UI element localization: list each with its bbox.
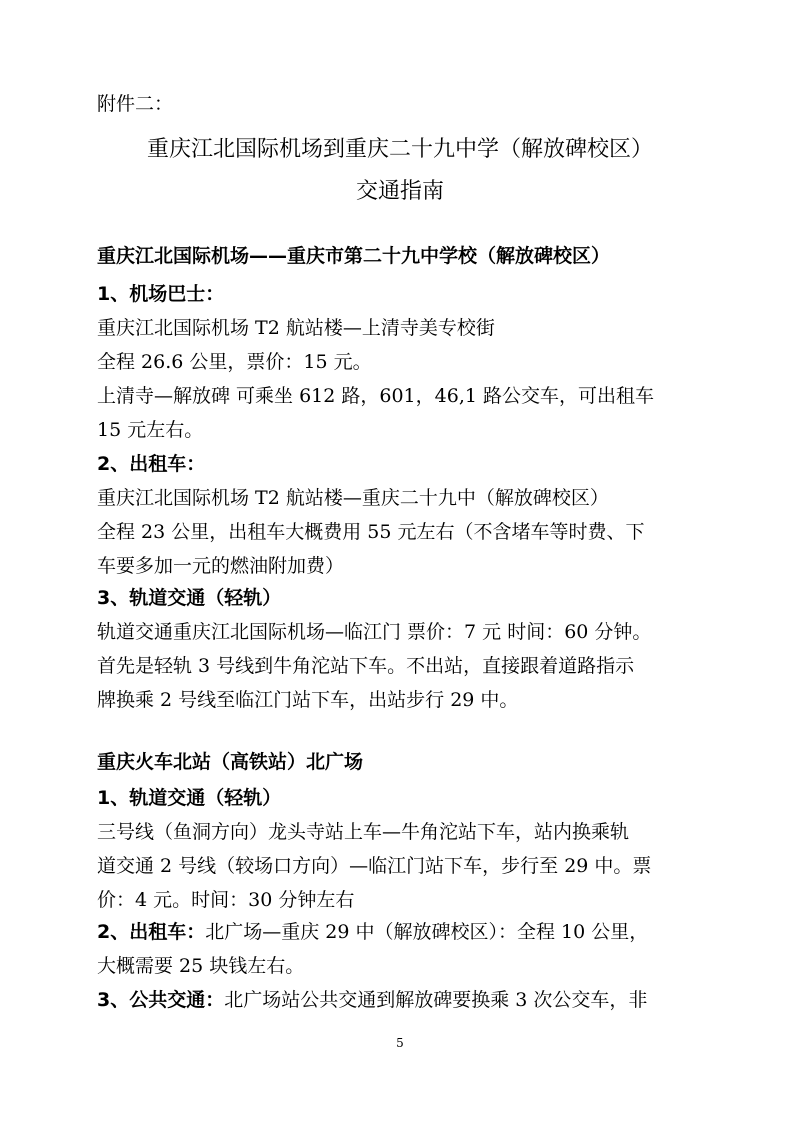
section2-public-text: 北广场站公共交通到解放碑要换乘 3 次公交车，非 bbox=[224, 989, 648, 1011]
section1-rail-line: 牌换乘 2 号线至临江门站下车，出站步行 29 中。 bbox=[97, 689, 519, 711]
section1-rail-line: 首先是轻轨 3 号线到牛角沱站下车。不出站，直接跟着道路指示 bbox=[97, 655, 635, 677]
section2-rail-line: 三号线（鱼洞方向）龙头寺站上车—牛角沱站下车，站内换乘轨 bbox=[97, 821, 630, 843]
section2-taxi-heading: 2、出租车： bbox=[97, 921, 206, 943]
section2-rail-line: 道交通 2 号线（较场口方向）—临江门站下车，步行至 29 中。票 bbox=[97, 855, 652, 877]
section1-taxi-line: 重庆江北国际机场 T2 航站楼—重庆二十九中（解放碑校区） bbox=[97, 487, 609, 509]
section1-rail-line: 轨道交通重庆江北国际机场—临江门 票价：7 元 时间：60 分钟。 bbox=[97, 621, 652, 643]
section1-taxi-heading: 2、出租车： bbox=[97, 453, 206, 475]
section1-rail-heading: 3、轨道交通（轻轨） bbox=[97, 587, 282, 609]
section2-heading: 重庆火车北站（高铁站）北广场 bbox=[97, 751, 364, 773]
section2-public-row bbox=[97, 988, 647, 1012]
section2-taxi-text: 北广场—重庆 29 中（解放碑校区）：全程 10 公里， bbox=[205, 921, 649, 943]
section2-taxi-row bbox=[97, 920, 648, 944]
section1-bus-line: 15 元左右。 bbox=[97, 419, 204, 441]
section1-bus-line: 全程 26.6 公里，票价：15 元。 bbox=[97, 351, 372, 373]
attachment-label: 附件二： bbox=[97, 93, 174, 115]
section1-bus-line: 上清寺—解放碑 可乘坐 612 路，601，46,1 路公交车，可出租车 bbox=[97, 385, 654, 407]
section2-public-heading: 3、公共交通： bbox=[97, 989, 225, 1011]
section1-bus-heading: 1、机场巴士： bbox=[97, 283, 225, 305]
document-title: 重庆江北国际机场到重庆二十九中学（解放碑校区） bbox=[146, 137, 653, 162]
section2-taxi-line2: 大概需要 25 块钱左右。 bbox=[97, 955, 305, 977]
document-subtitle: 交通指南 bbox=[355, 179, 444, 204]
section1-heading: 重庆江北国际机场——重庆市第二十九中学校（解放碑校区） bbox=[97, 245, 611, 267]
section1-taxi-line: 全程 23 公里，出租车大概费用 55 元左右（不含堵车等时费、下 bbox=[97, 521, 645, 543]
section2-rail-heading: 1、轨道交通（轻轨） bbox=[97, 787, 282, 809]
section2-rail-line: 价：4 元。时间：30 分钟左右 bbox=[97, 889, 355, 911]
section1-taxi-line: 车要多加一元的燃油附加费） bbox=[97, 555, 345, 577]
section1-bus-line: 重庆江北国际机场 T2 航站楼—上清寺美专校街 bbox=[97, 317, 495, 339]
page-number: 5 bbox=[396, 1036, 404, 1050]
